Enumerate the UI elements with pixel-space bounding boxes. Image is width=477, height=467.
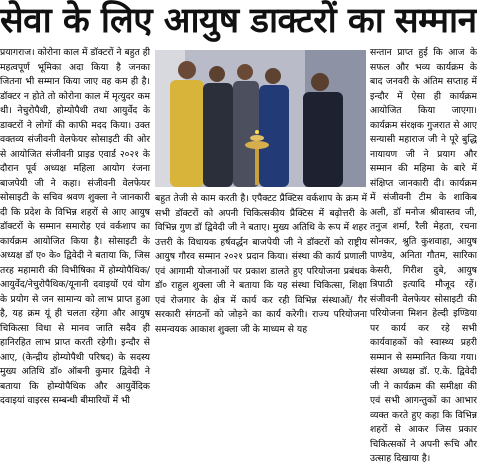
article-column-left bbox=[0, 46, 150, 406]
right-column-text: सन्तान प्राप्त हुई कि आज के सफल और भव्य कार्यक्रम के बाद जनवरी के अंतिम सप्ताह में इन्दौर में ऐसा ही कार्यक्रम आयोजित किया जाएगा। कार्यक्रम संरक्षक गुजरात से आए सन्यासी महाराज जी ने पूरे बुद्धि नायायण जी ने प्रयाग और सम्मान की महिमा के बारे में संक्षिप्त जानकारी दी। कार्यक्रम में संजीवनी टीम के शाकिब अली, डॉ मनोज श्रीवास्तव जी, तनुज शर्मा, रैली मेहता, रचना सोनकर, श्रुति कुशवाहा, आयुष पाण्डेय, अनिता गौतम, सारिका केसरी, गिरीश दुबे, आयुष त्रिपाठी इत्यादि मौजूद रहें। संजीवनी वेलफेयर सोसाइटी की परियोजना मिशन हेल्दी इण्डिया पर कार्य कर रहे सभी कार्यवाहकों को स्वास्थ्य प्रहरी सम्मान से सम्मानित किया गया। संस्था अध्यक्ष डॉ. ए.के. द्विवेदी जी ने कार्यक्रम की समीक्षा की एवं सभी आगन्तुकों का आभार व्यक्त करते हुए कहा कि विभिन्न शहरों से आकर जिस प्रकार चिकित्सकों ने अपनी रूचि और उत्साह दिखाया है। bbox=[370, 47, 477, 464]
article-column-middle bbox=[155, 192, 367, 406]
headline: सेवा के लिए आयुष डाक्टरों का सम्मान bbox=[0, 1, 477, 41]
news-photo bbox=[155, 50, 366, 187]
article-column-right bbox=[370, 46, 477, 464]
middle-column-text: बहुत तेजी से काम करती है। एपैक्टट प्रैक्टिस वर्कशाप के क्रम में सभी डॉक्टरों को अपनी चिकित्सकीय प्रैक्टिस में बढ़ोत्तरी के विभिन्न गुण डॉ द्विवेदी जी ने बताए। मुख्य अतिथि के रूप में शहर उत्तरी के विधायक हर्षवर्द्धन बाजपेयी जी ने डॉक्टरों को राष्ट्रीय आयुष गौरव सम्मान २०२१ प्रदान किया। संस्था की कार्य प्रणाली एवं आगामी योजनाओं पर प्रकाश डालते हुए परियोजना प्रबंधक डॉ० राहुल शुक्ला जी ने बताया कि यह संस्था चिकित्सा, शिक्षा एवं रोजगार के क्षेत्र में कार्य कर रही विभिन्न संस्थाओं/ गैर सरकारी संगठनों को जोड़ने का कार्य करेगी। राज्य परियोजना समन्वयक आकाश शुक्ला जी के माध्यम से यह bbox=[155, 193, 367, 335]
photo-illustration bbox=[155, 50, 366, 187]
left-column-text: प्रयागराज। कोरोना काल में डॉक्टरों ने बहुत ही महत्वपूर्ण भूमिका अदा किया है जनका जितना भी सम्मान किया जाए वह कम ही है। डॉक्टर न होते तो कोरोना काल में मृत्युदर कम थी। नेचुरोपैथी, होम्योपैथी तथा आयुर्वेद के डाक्टरों ने लोगों की काफी मदद किया। उक्त वक्तव्य संजीवनी वेलफेयर सोसाइटी की ओर से आयोजित संजीवनी प्राइड एवार्ड २०२१ के दौरान पूर्व अध्यक्ष महिला आयोग रंजना बाजपेयी जी ने कहा। संजीवनी वेलफेयर सोसाइटी के सचिव श्रवण शुक्ला ने जानकारी दी कि प्रदेश के विभिन्न शहरों से आए आयुष डॉक्टरों के सम्मान समारोह एवं वर्कशाप का कार्यक्रम आयोजित किया है। सोसाइटी के अध्यक्ष डॉ ए० के० द्विवेदी ने बताया कि, जिस तरह महामारी की विभीषिका में होम्योपैथिक/आयुर्वेद/नेचुरोपैथिक/यूनानी दवाइयों एवं योग के प्रयोग से जन सामान्य को लाभ प्राप्त हुआ है, यह क्रम यूं ही चलता रहेगा और आयुष चिकित्सा विधा से मानव जाति सदैव ही हानिरहित लाभ प्राप्त करती रहेगी। इन्दौर से आए, (केन्द्रीय होम्योपैथी परिषद) के सदस्य मुख्य अतिथि डॉ० ऑबनी कुमार द्विवेदी ने बताया कि होम्योपैथिक और आयुर्वेदिक दवाइयां वाइरस सम्बन्धी बीमारियों में भी bbox=[0, 47, 150, 406]
